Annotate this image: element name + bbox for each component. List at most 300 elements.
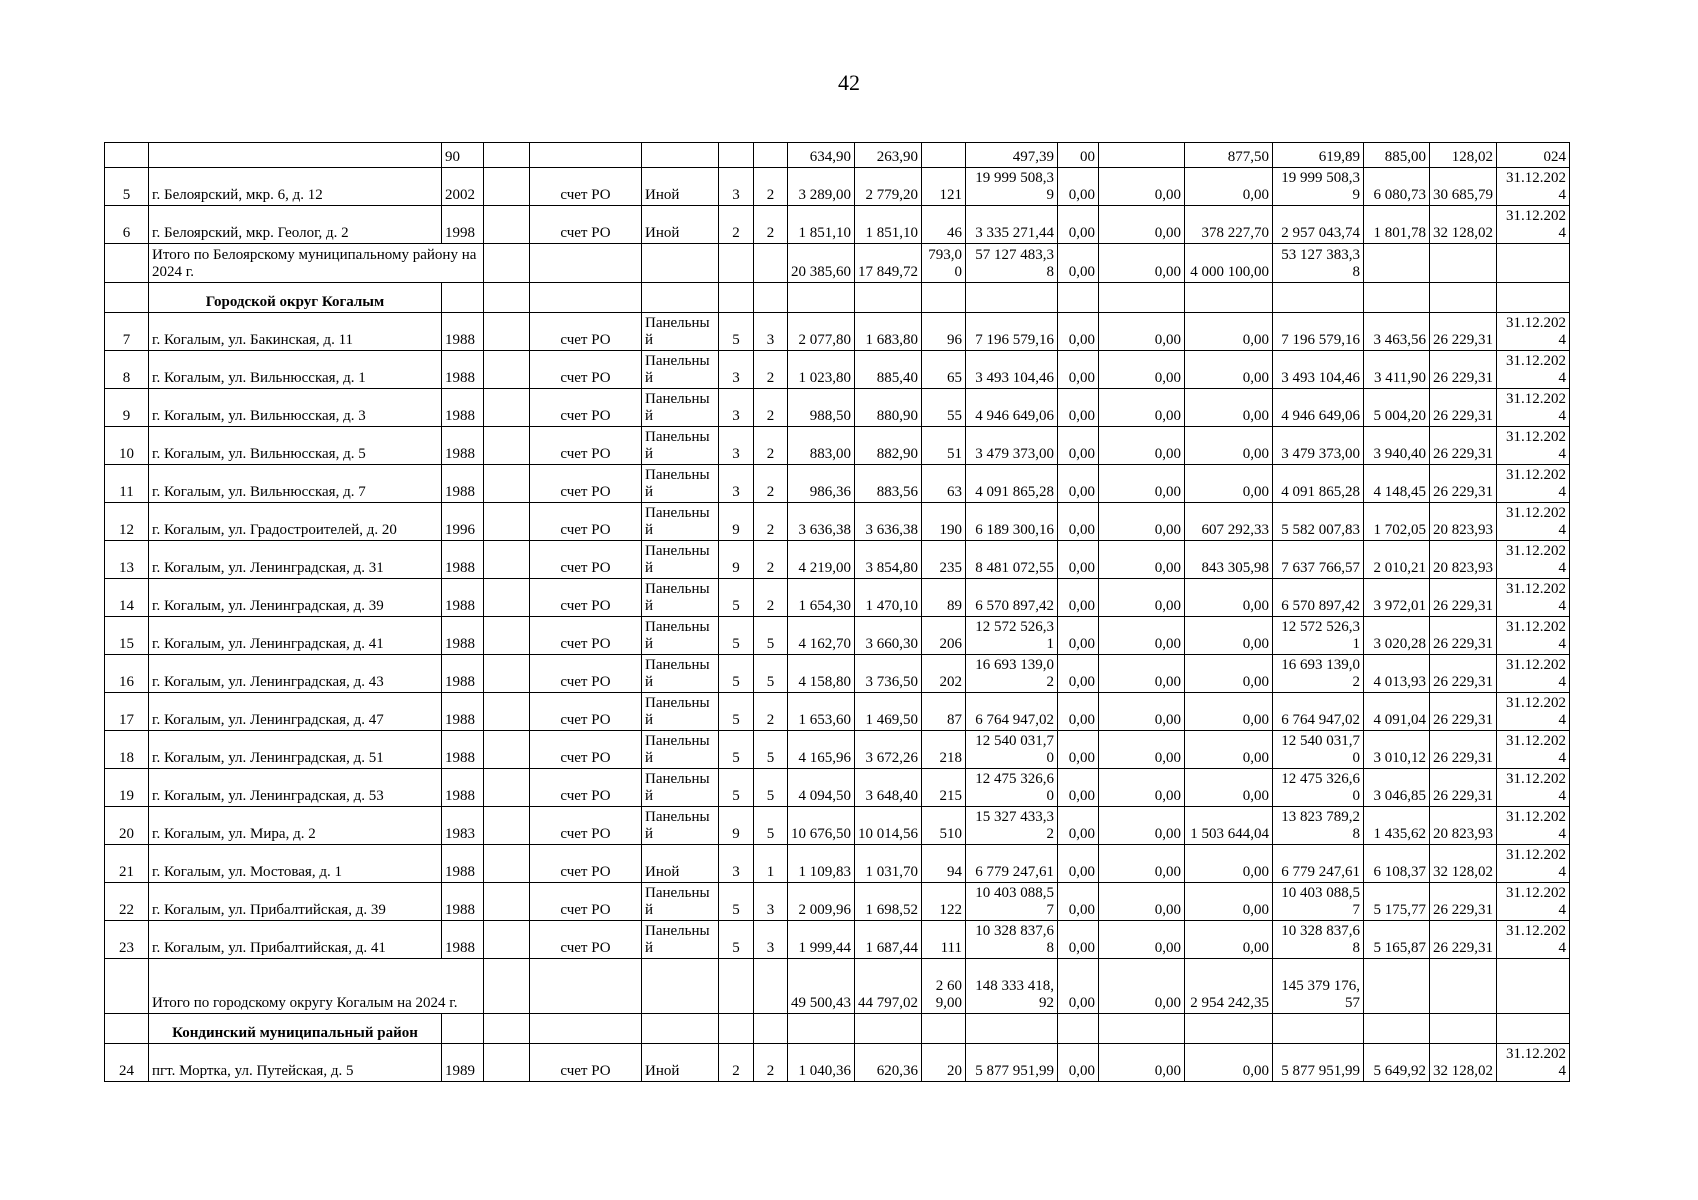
- table-row: [105, 617, 1570, 655]
- total-area-cell: 1 999,44: [788, 921, 855, 959]
- owners-cell: 3 493 104,46: [1273, 351, 1364, 389]
- carry-material-cell: [642, 143, 719, 168]
- section-empty-cell: [1497, 1014, 1570, 1044]
- subtotal-empty-cell: [484, 959, 530, 1014]
- source-cell: счет РО: [530, 731, 642, 769]
- empty-cell: [484, 921, 530, 959]
- empty-cell: [484, 206, 530, 244]
- floors-cell: 2: [719, 1044, 754, 1082]
- total-area-cell: 1 851,10: [788, 206, 855, 244]
- material-cell: Иной: [642, 845, 719, 883]
- carry-residents-cell: [922, 143, 966, 168]
- deadline-cell: 31.12.2024: [1497, 731, 1570, 769]
- residents-cell: 51: [922, 427, 966, 465]
- total-area-cell: 4 219,00: [788, 541, 855, 579]
- table-row: [105, 389, 1570, 427]
- section-empty-cell: [1364, 283, 1430, 313]
- table-row: [105, 541, 1570, 579]
- fund-cell: 0,00: [1058, 206, 1099, 244]
- unit-cost-cell: 3 411,90: [1364, 351, 1430, 389]
- total-area-cell: 2 077,80: [788, 313, 855, 351]
- local-cell: 378 227,70: [1185, 206, 1273, 244]
- region-cell: 0,00: [1099, 389, 1185, 427]
- section-empty-cell: [484, 1014, 530, 1044]
- living-area-cell: 880,90: [855, 389, 922, 427]
- row-number-cell: 17: [105, 693, 149, 731]
- total-area-cell: 3 636,38: [788, 503, 855, 541]
- table-row: [105, 313, 1570, 351]
- table-row: [105, 579, 1570, 617]
- entrances-cell: 2: [754, 693, 788, 731]
- unit-cost-cell: 2 010,21: [1364, 541, 1430, 579]
- material-cell: Панельный: [642, 883, 719, 921]
- material-cell: Панельный: [642, 541, 719, 579]
- living-area-cell: 620,36: [855, 1044, 922, 1082]
- source-cell: счет РО: [530, 389, 642, 427]
- max-cost-cell: 20 823,93: [1430, 807, 1497, 845]
- fund-cell: 0,00: [1058, 617, 1099, 655]
- row-number-cell: 15: [105, 617, 149, 655]
- region-cell: 0,00: [1099, 693, 1185, 731]
- owners-cell: 4 946 649,06: [1273, 389, 1364, 427]
- max-cost-cell: 26 229,31: [1430, 617, 1497, 655]
- material-cell: Панельный: [642, 427, 719, 465]
- residents-cell: 510: [922, 807, 966, 845]
- section-empty-cell: [484, 283, 530, 313]
- table-row: [105, 168, 1570, 206]
- living-area-cell: 2 779,20: [855, 168, 922, 206]
- deadline-cell: 31.12.2024: [1497, 617, 1570, 655]
- max-cost-cell: 26 229,31: [1430, 883, 1497, 921]
- fund-cell: 0,00: [1058, 579, 1099, 617]
- subtotal-empty-cell: [1497, 244, 1570, 283]
- section-empty-cell: [788, 283, 855, 313]
- floors-cell: 5: [719, 693, 754, 731]
- year-cell: 1988: [442, 693, 484, 731]
- subtotal-empty-cell: [1430, 959, 1497, 1014]
- table-row: [105, 655, 1570, 693]
- subtotal-label: Итого по Белоярскому муниципальному району на 2024 г.: [149, 244, 484, 283]
- fund-cell: 0,00: [1058, 1044, 1099, 1082]
- section-empty-cell: [1364, 1014, 1430, 1044]
- cost-cell: 12 540 031,70: [966, 731, 1058, 769]
- material-cell: Панельный: [642, 693, 719, 731]
- subtotal-region: 0,00: [1099, 244, 1185, 283]
- local-cell: 0,00: [1185, 769, 1273, 807]
- cost-cell: 7 196 579,16: [966, 313, 1058, 351]
- region-cell: 0,00: [1099, 845, 1185, 883]
- empty-cell: [484, 1044, 530, 1082]
- section-empty-cell: [1099, 283, 1185, 313]
- section-empty-cell: [442, 1014, 484, 1044]
- entrances-cell: 2: [754, 389, 788, 427]
- address-cell: г. Когалым, ул. Прибалтийская, д. 41: [149, 921, 442, 959]
- deadline-cell: 31.12.2024: [1497, 313, 1570, 351]
- total-area-cell: 2 009,96: [788, 883, 855, 921]
- section-empty-cell: [754, 1014, 788, 1044]
- floors-cell: 5: [719, 769, 754, 807]
- cost-cell: 10 328 837,68: [966, 921, 1058, 959]
- local-cell: 0,00: [1185, 617, 1273, 655]
- region-cell: 0,00: [1099, 655, 1185, 693]
- unit-cost-cell: 5 649,92: [1364, 1044, 1430, 1082]
- entrances-cell: 2: [754, 541, 788, 579]
- year-cell: 1988: [442, 579, 484, 617]
- local-cell: 0,00: [1185, 693, 1273, 731]
- floors-cell: 3: [719, 168, 754, 206]
- carry-local-cell: 877,50: [1185, 143, 1273, 168]
- row-number-cell: 5: [105, 168, 149, 206]
- total-area-cell: 10 676,50: [788, 807, 855, 845]
- owners-cell: 7 196 579,16: [1273, 313, 1364, 351]
- row-number-cell: 20: [105, 807, 149, 845]
- floors-cell: 5: [719, 883, 754, 921]
- source-cell: счет РО: [530, 807, 642, 845]
- material-cell: Панельный: [642, 313, 719, 351]
- table-row: [105, 206, 1570, 244]
- address-cell: г. Когалым, ул. Ленинградская, д. 51: [149, 731, 442, 769]
- empty-cell: [484, 883, 530, 921]
- unit-cost-cell: 3 020,28: [1364, 617, 1430, 655]
- source-cell: счет РО: [530, 845, 642, 883]
- region-cell: 0,00: [1099, 168, 1185, 206]
- max-cost-cell: 20 823,93: [1430, 541, 1497, 579]
- region-cell: 0,00: [1099, 807, 1185, 845]
- entrances-cell: 5: [754, 655, 788, 693]
- owners-cell: 7 637 766,57: [1273, 541, 1364, 579]
- subtotal-empty-cell: [530, 244, 642, 283]
- section-empty-cell: [1430, 283, 1497, 313]
- subtotal-fund: 0,00: [1058, 244, 1099, 283]
- living-area-cell: 3 854,80: [855, 541, 922, 579]
- year-cell: 1988: [442, 883, 484, 921]
- cost-cell: 12 475 326,60: [966, 769, 1058, 807]
- address-cell: г. Когалым, ул. Вильнюсская, д. 5: [149, 427, 442, 465]
- floors-cell: 5: [719, 731, 754, 769]
- entrances-cell: 5: [754, 769, 788, 807]
- cost-cell: 8 481 072,55: [966, 541, 1058, 579]
- section-empty-cell: [642, 1014, 719, 1044]
- region-cell: 0,00: [1099, 921, 1185, 959]
- local-cell: 0,00: [1185, 351, 1273, 389]
- address-cell: г. Когалым, ул. Градостроителей, д. 20: [149, 503, 442, 541]
- fund-cell: 0,00: [1058, 351, 1099, 389]
- unit-cost-cell: 6 108,37: [1364, 845, 1430, 883]
- section-empty-cell: [754, 283, 788, 313]
- max-cost-cell: 26 229,31: [1430, 579, 1497, 617]
- total-area-cell: 1 654,30: [788, 579, 855, 617]
- unit-cost-cell: 6 080,73: [1364, 168, 1430, 206]
- region-cell: 0,00: [1099, 313, 1185, 351]
- empty-cell: [484, 389, 530, 427]
- max-cost-cell: 26 229,31: [1430, 465, 1497, 503]
- subtotal-residents: 793,00: [922, 244, 966, 283]
- local-cell: 0,00: [1185, 655, 1273, 693]
- residents-cell: 111: [922, 921, 966, 959]
- year-cell: 1988: [442, 389, 484, 427]
- subtotal-total-area: 49 500,43: [788, 959, 855, 1014]
- source-cell: счет РО: [530, 883, 642, 921]
- subtotal-owners: 53 127 383,38: [1273, 244, 1364, 283]
- region-cell: 0,00: [1099, 769, 1185, 807]
- source-cell: счет РО: [530, 351, 642, 389]
- subtotal-empty-cell: [1430, 244, 1497, 283]
- local-cell: 843 305,98: [1185, 541, 1273, 579]
- owners-cell: 2 957 043,74: [1273, 206, 1364, 244]
- empty-cell: [484, 845, 530, 883]
- residents-cell: 190: [922, 503, 966, 541]
- row-number-cell: 21: [105, 845, 149, 883]
- unit-cost-cell: 3 972,01: [1364, 579, 1430, 617]
- local-cell: 0,00: [1185, 427, 1273, 465]
- carry-max-cost-cell: 128,02: [1430, 143, 1497, 168]
- total-area-cell: 986,36: [788, 465, 855, 503]
- floors-cell: 9: [719, 807, 754, 845]
- max-cost-cell: 26 229,31: [1430, 313, 1497, 351]
- empty-cell: [484, 731, 530, 769]
- residents-cell: 65: [922, 351, 966, 389]
- entrances-cell: 2: [754, 206, 788, 244]
- fund-cell: 0,00: [1058, 693, 1099, 731]
- local-cell: 0,00: [1185, 313, 1273, 351]
- deadline-cell: 31.12.2024: [1497, 503, 1570, 541]
- region-cell: 0,00: [1099, 883, 1185, 921]
- table-row: [105, 693, 1570, 731]
- fund-cell: 0,00: [1058, 389, 1099, 427]
- empty-cell: [484, 427, 530, 465]
- row-number-cell: 6: [105, 206, 149, 244]
- empty-cell: [484, 503, 530, 541]
- subtotal-region: 0,00: [1099, 959, 1185, 1014]
- entrances-cell: 1: [754, 845, 788, 883]
- row-number-cell: 7: [105, 313, 149, 351]
- section-empty-cell: [1497, 283, 1570, 313]
- local-cell: 0,00: [1185, 845, 1273, 883]
- max-cost-cell: 26 229,31: [1430, 731, 1497, 769]
- living-area-cell: 1 469,50: [855, 693, 922, 731]
- unit-cost-cell: 5 165,87: [1364, 921, 1430, 959]
- living-area-cell: 3 648,40: [855, 769, 922, 807]
- region-cell: 0,00: [1099, 351, 1185, 389]
- source-cell: счет РО: [530, 579, 642, 617]
- subtotal-local: 4 000 100,00: [1185, 244, 1273, 283]
- living-area-cell: 883,56: [855, 465, 922, 503]
- entrances-cell: 2: [754, 168, 788, 206]
- entrances-cell: 3: [754, 313, 788, 351]
- empty-cell: [484, 313, 530, 351]
- section-empty-cell: [1185, 283, 1273, 313]
- year-cell: 1988: [442, 541, 484, 579]
- material-cell: Панельный: [642, 731, 719, 769]
- entrances-cell: 2: [754, 351, 788, 389]
- floors-cell: 5: [719, 579, 754, 617]
- subtotal-total-area: 20 385,60: [788, 244, 855, 283]
- living-area-cell: 1 683,80: [855, 313, 922, 351]
- row-number-cell: 16: [105, 655, 149, 693]
- section-empty-cell: [1430, 1014, 1497, 1044]
- row-number-cell: 11: [105, 465, 149, 503]
- carry-living-area-cell: 263,90: [855, 143, 922, 168]
- region-cell: 0,00: [1099, 1044, 1185, 1082]
- deadline-cell: 31.12.2024: [1497, 351, 1570, 389]
- subtotal-living-area: 17 849,72: [855, 244, 922, 283]
- material-cell: Панельный: [642, 807, 719, 845]
- region-cell: 0,00: [1099, 731, 1185, 769]
- deadline-cell: 31.12.2024: [1497, 206, 1570, 244]
- source-cell: счет РО: [530, 921, 642, 959]
- floors-cell: 3: [719, 845, 754, 883]
- material-cell: Панельный: [642, 503, 719, 541]
- max-cost-cell: 26 229,31: [1430, 351, 1497, 389]
- owners-cell: 5 582 007,83: [1273, 503, 1364, 541]
- cost-cell: 19 999 508,39: [966, 168, 1058, 206]
- subtotal-empty-cell: [754, 959, 788, 1014]
- section-empty-cell: [530, 283, 642, 313]
- carry-source-cell: [530, 143, 642, 168]
- fund-cell: 0,00: [1058, 313, 1099, 351]
- empty-cell: [484, 351, 530, 389]
- max-cost-cell: 26 229,31: [1430, 769, 1497, 807]
- address-cell: г. Когалым, ул. Ленинградская, д. 47: [149, 693, 442, 731]
- local-cell: 0,00: [1185, 1044, 1273, 1082]
- living-area-cell: 3 672,26: [855, 731, 922, 769]
- source-cell: счет РО: [530, 769, 642, 807]
- section-empty-cell: [530, 1014, 642, 1044]
- fund-cell: 0,00: [1058, 655, 1099, 693]
- total-area-cell: 1 023,80: [788, 351, 855, 389]
- section-empty-cell: [719, 283, 754, 313]
- subtotal-row: [105, 244, 1570, 283]
- floors-cell: 2: [719, 206, 754, 244]
- residents-cell: 87: [922, 693, 966, 731]
- local-cell: 0,00: [1185, 579, 1273, 617]
- residents-cell: 206: [922, 617, 966, 655]
- total-area-cell: 1 653,60: [788, 693, 855, 731]
- address-cell: г. Когалым, ул. Вильнюсская, д. 7: [149, 465, 442, 503]
- source-cell: счет РО: [530, 1044, 642, 1082]
- subtotal-living-area: 44 797,02: [855, 959, 922, 1014]
- row-number-cell: 24: [105, 1044, 149, 1082]
- subtotal-fund: 0,00: [1058, 959, 1099, 1014]
- deadline-cell: 31.12.2024: [1497, 541, 1570, 579]
- unit-cost-cell: 3 940,40: [1364, 427, 1430, 465]
- table-row: [105, 731, 1570, 769]
- total-area-cell: 1 109,83: [788, 845, 855, 883]
- address-cell: г. Белоярский, мкр. Геолог, д. 2: [149, 206, 442, 244]
- residents-cell: 202: [922, 655, 966, 693]
- entrances-cell: 2: [754, 503, 788, 541]
- max-cost-cell: 32 128,02: [1430, 845, 1497, 883]
- floors-cell: 9: [719, 541, 754, 579]
- subtotal-residents: 2 609,00: [922, 959, 966, 1014]
- empty-cell: [484, 769, 530, 807]
- address-cell: г. Когалым, ул. Вильнюсская, д. 3: [149, 389, 442, 427]
- source-cell: счет РО: [530, 503, 642, 541]
- section-empty-cell: [788, 1014, 855, 1044]
- entrances-cell: 2: [754, 427, 788, 465]
- owners-cell: 4 091 865,28: [1273, 465, 1364, 503]
- region-cell: 0,00: [1099, 579, 1185, 617]
- entrances-cell: 2: [754, 465, 788, 503]
- subtotal-empty-cell: [484, 244, 530, 283]
- row-number-cell: 9: [105, 389, 149, 427]
- carry-over-row: [105, 143, 1570, 168]
- empty-cell: [484, 168, 530, 206]
- address-cell: г. Когалым, ул. Ленинградская, д. 31: [149, 541, 442, 579]
- living-area-cell: 1 698,52: [855, 883, 922, 921]
- total-area-cell: 1 040,36: [788, 1044, 855, 1082]
- deadline-cell: 31.12.2024: [1497, 693, 1570, 731]
- source-cell: счет РО: [530, 206, 642, 244]
- table-row: [105, 427, 1570, 465]
- section-empty-cell: [922, 283, 966, 313]
- address-cell: г. Когалым, ул. Бакинская, д. 11: [149, 313, 442, 351]
- section-empty-cell: [966, 1014, 1058, 1044]
- year-cell: 1996: [442, 503, 484, 541]
- section-header-row: [105, 1014, 1570, 1044]
- source-cell: счет РО: [530, 465, 642, 503]
- living-area-cell: 1 031,70: [855, 845, 922, 883]
- address-cell: г. Когалым, ул. Ленинградская, д. 43: [149, 655, 442, 693]
- total-area-cell: 883,00: [788, 427, 855, 465]
- section-empty-cell: [855, 1014, 922, 1044]
- residents-cell: 55: [922, 389, 966, 427]
- year-cell: 1988: [442, 617, 484, 655]
- fund-cell: 0,00: [1058, 427, 1099, 465]
- subtotal-empty-cell: [1497, 959, 1570, 1014]
- owners-cell: 19 999 508,39: [1273, 168, 1364, 206]
- cost-cell: 3 335 271,44: [966, 206, 1058, 244]
- unit-cost-cell: 4 013,93: [1364, 655, 1430, 693]
- entrances-cell: 2: [754, 579, 788, 617]
- local-cell: 0,00: [1185, 168, 1273, 206]
- table-row: [105, 883, 1570, 921]
- year-cell: 1983: [442, 807, 484, 845]
- housing-register-table: [104, 142, 1570, 1082]
- residents-cell: 94: [922, 845, 966, 883]
- residents-cell: 122: [922, 883, 966, 921]
- year-cell: 2002: [442, 168, 484, 206]
- material-cell: Панельный: [642, 617, 719, 655]
- owners-cell: 10 403 088,57: [1273, 883, 1364, 921]
- local-cell: 0,00: [1185, 389, 1273, 427]
- total-area-cell: 988,50: [788, 389, 855, 427]
- floors-cell: 5: [719, 921, 754, 959]
- max-cost-cell: 26 229,31: [1430, 921, 1497, 959]
- section-empty-cell: [442, 283, 484, 313]
- row-number-cell: 22: [105, 883, 149, 921]
- year-cell: 1988: [442, 731, 484, 769]
- subtotal-empty-cell: [642, 959, 719, 1014]
- address-cell: г. Когалым, ул. Вильнюсская, д. 1: [149, 351, 442, 389]
- residents-cell: 235: [922, 541, 966, 579]
- empty-cell: [484, 617, 530, 655]
- subtotal-empty-cell: [1364, 244, 1430, 283]
- unit-cost-cell: 5 175,77: [1364, 883, 1430, 921]
- local-cell: 0,00: [1185, 883, 1273, 921]
- cost-cell: 5 877 951,99: [966, 1044, 1058, 1082]
- total-area-cell: 3 289,00: [788, 168, 855, 206]
- living-area-cell: 882,90: [855, 427, 922, 465]
- residents-cell: 89: [922, 579, 966, 617]
- cost-cell: 6 764 947,02: [966, 693, 1058, 731]
- carry-deadline-cell: 024: [1497, 143, 1570, 168]
- max-cost-cell: 26 229,31: [1430, 693, 1497, 731]
- table-row: [105, 807, 1570, 845]
- fund-cell: 0,00: [1058, 807, 1099, 845]
- floors-cell: 3: [719, 465, 754, 503]
- living-area-cell: 1 470,10: [855, 579, 922, 617]
